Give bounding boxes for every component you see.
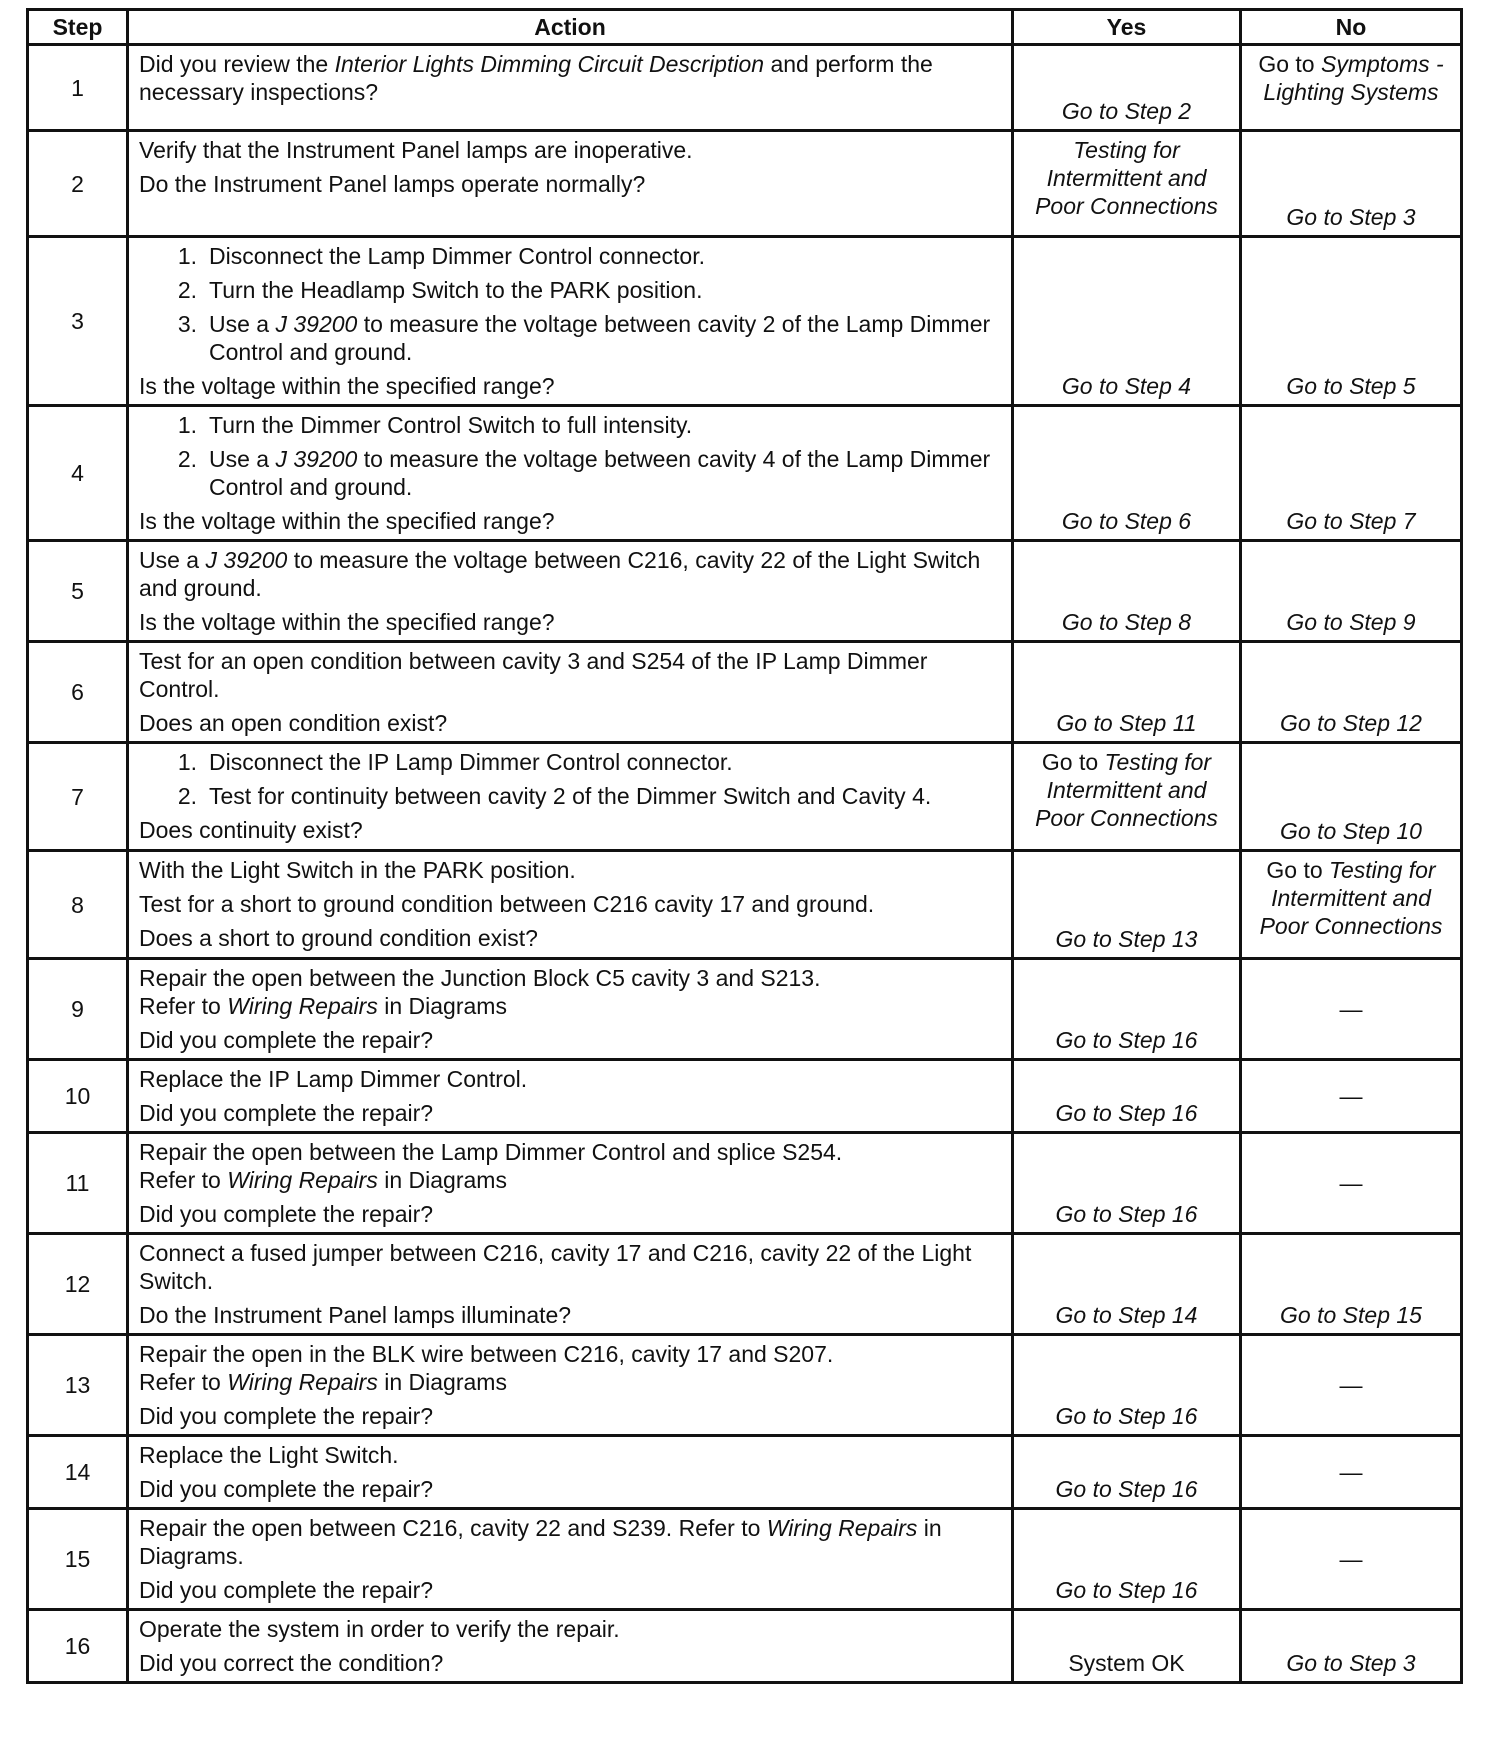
action-cell: 1. Turn the Dimmer Control Switch to full intensity. 2. Use a J 39200 to measure the voltage between cavity 4 of the Lamp Dimmer Control and ground. Is the voltage within the specified range? <box>128 406 1013 541</box>
header-row <box>28 10 1462 45</box>
yes-cell: Go to Step 14 <box>1013 1234 1241 1335</box>
action-cell: Replace the IP Lamp Dimmer Control. Did you complete the repair? <box>128 1060 1013 1133</box>
action-cell: Repair the open between the Lamp Dimmer Control and splice S254. Refer to Wiring Repairs in Diagrams Did you complete the repair? <box>128 1133 1013 1234</box>
table-row <box>28 1234 1462 1335</box>
step-number: 9 <box>28 959 128 1060</box>
step-number: 10 <box>28 1060 128 1133</box>
table-row <box>28 131 1462 237</box>
table-row <box>28 959 1462 1060</box>
table-row <box>28 541 1462 642</box>
yes-cell: Go to Step 16 <box>1013 1060 1241 1133</box>
yes-cell: Testing for Intermittent and Poor Connections <box>1013 131 1241 237</box>
action-cell: Operate the system in order to verify the repair. Did you correct the condition? <box>128 1610 1013 1683</box>
step-number: 8 <box>28 851 128 959</box>
no-cell: Go to Step 12 <box>1241 642 1462 743</box>
action-cell: Verify that the Instrument Panel lamps are inoperative. Do the Instrument Panel lamps operate normally? <box>128 131 1013 237</box>
table-row <box>28 1060 1462 1133</box>
step-number: 16 <box>28 1610 128 1683</box>
header-action: Action <box>128 10 1013 45</box>
action-cell: 1. Disconnect the IP Lamp Dimmer Control connector. 2. Test for continuity between cavity 2 of the Dimmer Switch and Cavity 4. Does continuity exist? <box>128 743 1013 851</box>
action-cell: Repair the open between the Junction Block C5 cavity 3 and S213. Refer to Wiring Repairs in Diagrams Did you complete the repair? <box>128 959 1013 1060</box>
step-number: 3 <box>28 237 128 406</box>
action-cell: Test for an open condition between cavity 3 and S254 of the IP Lamp Dimmer Control. Does an open condition exist? <box>128 642 1013 743</box>
table-row <box>28 1436 1462 1509</box>
step-number: 6 <box>28 642 128 743</box>
header-no: No <box>1241 10 1462 45</box>
step-number: 7 <box>28 743 128 851</box>
action-cell: 1. Disconnect the Lamp Dimmer Control connector. 2. Turn the Headlamp Switch to the PARK position. 3. Use a J 39200 to measure the voltage between cavity 2 of the Lamp Dimmer Control and ground. Is the voltage within the specified range? <box>128 237 1013 406</box>
no-cell: — <box>1241 1509 1462 1610</box>
yes-cell: System OK <box>1013 1610 1241 1683</box>
yes-cell: Go to Step 8 <box>1013 541 1241 642</box>
table-row <box>28 237 1462 406</box>
no-cell: — <box>1241 1436 1462 1509</box>
table-row <box>28 1133 1462 1234</box>
action-cell: Use a J 39200 to measure the voltage between C216, cavity 22 of the Light Switch and ground. Is the voltage within the specified range? <box>128 541 1013 642</box>
no-cell: Go to Step 9 <box>1241 541 1462 642</box>
table-row <box>28 45 1462 131</box>
no-cell: Go to Step 7 <box>1241 406 1462 541</box>
header-yes: Yes <box>1013 10 1241 45</box>
yes-cell: Go to Step 13 <box>1013 851 1241 959</box>
no-cell: — <box>1241 1060 1462 1133</box>
no-cell: — <box>1241 959 1462 1060</box>
yes-cell: Go to Step 16 <box>1013 959 1241 1060</box>
action-cell: Repair the open between C216, cavity 22 and S239. Refer to Wiring Repairs in Diagrams. Did you complete the repair? <box>128 1509 1013 1610</box>
no-cell: — <box>1241 1133 1462 1234</box>
no-cell: Go to Step 15 <box>1241 1234 1462 1335</box>
no-cell: Go to Step 3 <box>1241 131 1462 237</box>
no-cell: Go to Testing for Intermittent and Poor Connections <box>1241 851 1462 959</box>
step-number: 5 <box>28 541 128 642</box>
table-row <box>28 743 1462 851</box>
no-cell: Go to Step 5 <box>1241 237 1462 406</box>
header-step: Step <box>28 10 128 45</box>
no-cell: Go to Step 10 <box>1241 743 1462 851</box>
yes-cell: Go to Step 16 <box>1013 1436 1241 1509</box>
table-row <box>28 406 1462 541</box>
yes-cell: Go to Step 2 <box>1013 45 1241 131</box>
table-row <box>28 642 1462 743</box>
yes-cell: Go to Testing for Intermittent and Poor Connections <box>1013 743 1241 851</box>
yes-cell: Go to Step 16 <box>1013 1335 1241 1436</box>
table-row <box>28 851 1462 959</box>
diagnostic-table <box>26 8 1463 1684</box>
action-cell: With the Light Switch in the PARK position. Test for a short to ground condition between C216 cavity 17 and ground. Does a short to ground condition exist? <box>128 851 1013 959</box>
step-number: 15 <box>28 1509 128 1610</box>
yes-cell: Go to Step 16 <box>1013 1133 1241 1234</box>
step-number: 13 <box>28 1335 128 1436</box>
step-number: 12 <box>28 1234 128 1335</box>
table-row <box>28 1509 1462 1610</box>
no-cell: Go to Step 3 <box>1241 1610 1462 1683</box>
yes-cell: Go to Step 16 <box>1013 1509 1241 1610</box>
action-cell: Did you review the Interior Lights Dimming Circuit Description and perform the necessary inspections? <box>128 45 1013 131</box>
step-number: 4 <box>28 406 128 541</box>
yes-cell: Go to Step 6 <box>1013 406 1241 541</box>
table-row <box>28 1610 1462 1683</box>
step-number: 2 <box>28 131 128 237</box>
action-cell: Replace the Light Switch. Did you complete the repair? <box>128 1436 1013 1509</box>
step-number: 1 <box>28 45 128 131</box>
yes-cell: Go to Step 4 <box>1013 237 1241 406</box>
step-number: 14 <box>28 1436 128 1509</box>
step-number: 11 <box>28 1133 128 1234</box>
yes-cell: Go to Step 11 <box>1013 642 1241 743</box>
no-cell: — <box>1241 1335 1462 1436</box>
action-cell: Repair the open in the BLK wire between C216, cavity 17 and S207. Refer to Wiring Repairs in Diagrams Did you complete the repair? <box>128 1335 1013 1436</box>
action-cell: Connect a fused jumper between C216, cavity 17 and C216, cavity 22 of the Light Switch. Do the Instrument Panel lamps illuminate? <box>128 1234 1013 1335</box>
table-row <box>28 1335 1462 1436</box>
no-cell: Go to Symptoms - Lighting Systems <box>1241 45 1462 131</box>
